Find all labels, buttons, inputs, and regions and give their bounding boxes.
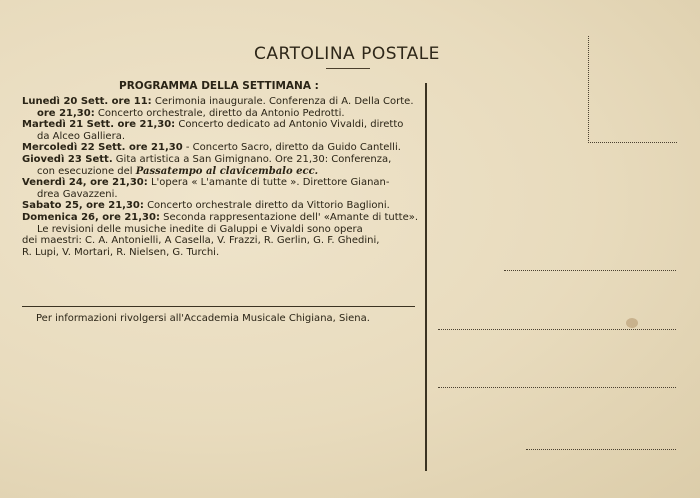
program-line-text: dei maestri: C. A. Antonielli, A Casella, V. Frazzi, R. Gerlin, G. F. Ghedini, (22, 235, 380, 247)
program-line-text: Concerto orchestrale, diretto da Antonio Pedrotti. (94, 107, 345, 119)
program-line-date: Venerdì 24, ore 21,30: (22, 177, 148, 189)
program-line-date: ore 21,30: (37, 107, 95, 119)
program-line-date: Lunedì 20 Sett. ore 11: (22, 96, 152, 107)
paper-stain (626, 318, 638, 328)
program-line (22, 166, 417, 178)
program-line-date: Mercoledì 22 Sett. ore 21,30 (22, 142, 183, 154)
program-line (22, 247, 417, 259)
address-line-3 (438, 387, 676, 388)
program-line-text: Seconda rappresentazione dell' «Amante di tutte». (159, 211, 419, 223)
program-line (22, 154, 417, 166)
program-line (22, 119, 417, 131)
program-line-text: R. Lupi, V. Mortari, R. Nielsen, G. Turchi. (22, 246, 220, 258)
footer-divider (22, 306, 415, 307)
program-line-date: Giovedì 23 Sett. (22, 153, 113, 165)
program-line-text: drea Gavazzeni. (37, 188, 118, 200)
center-divider (425, 83, 427, 471)
program-line (22, 189, 417, 201)
stamp-area (588, 36, 677, 143)
program-line (22, 108, 417, 120)
program-list (22, 96, 417, 258)
program-line-text: Cerimonia inaugurale. Conferenza di A. Della Corte. (151, 96, 414, 107)
program-line-text: L'opera « L'amante di tutte ». Direttore Gianan- (147, 177, 390, 189)
program-line (22, 96, 417, 108)
program-line (22, 212, 417, 224)
program-line-text: Concerto dedicato ad Antonio Vivaldi, diretto (175, 119, 404, 131)
program-line (22, 177, 417, 189)
address-line-4 (526, 449, 676, 450)
program-line (22, 224, 417, 236)
program-line (22, 200, 417, 212)
info-footer: Per informazioni rivolgersi all'Accademia Musicale Chigiana, Siena. (36, 313, 370, 324)
program-heading: PROGRAMMA DELLA SETTIMANA : (119, 80, 319, 92)
program-line-text: Concerto orchestrale diretto da Vittorio Baglioni. (143, 200, 390, 212)
program-line-date: Sabato 25, ore 21,30: (22, 200, 144, 212)
program-line-text: con esecuzione del (37, 165, 136, 177)
card-title: CARTOLINA POSTALE (254, 44, 440, 64)
program-line (22, 142, 417, 154)
program-line-text: Gita artistica a San Gimignano. Ore 21,30: Conferenza, (112, 153, 392, 165)
title-underline (326, 68, 370, 69)
address-line-1 (504, 270, 676, 271)
program-line (22, 235, 417, 247)
program-line-date: Domenica 26, ore 21,30: (22, 211, 160, 223)
address-line-2 (438, 329, 676, 330)
program-line-text: - Concerto Sacro, diretto da Guido Cantelli. (182, 142, 401, 154)
program-line-text: Le revisioni delle musiche inedite di Galuppi e Vivaldi sono opera (37, 223, 363, 235)
program-line-text: da Alceo Galliera. (37, 130, 126, 142)
program-line (22, 131, 417, 143)
program-line-date: Martedì 21 Sett. ore 21,30: (22, 119, 176, 131)
program-line-work-title: Passatempo al clavicembalo ecc. (135, 165, 319, 177)
